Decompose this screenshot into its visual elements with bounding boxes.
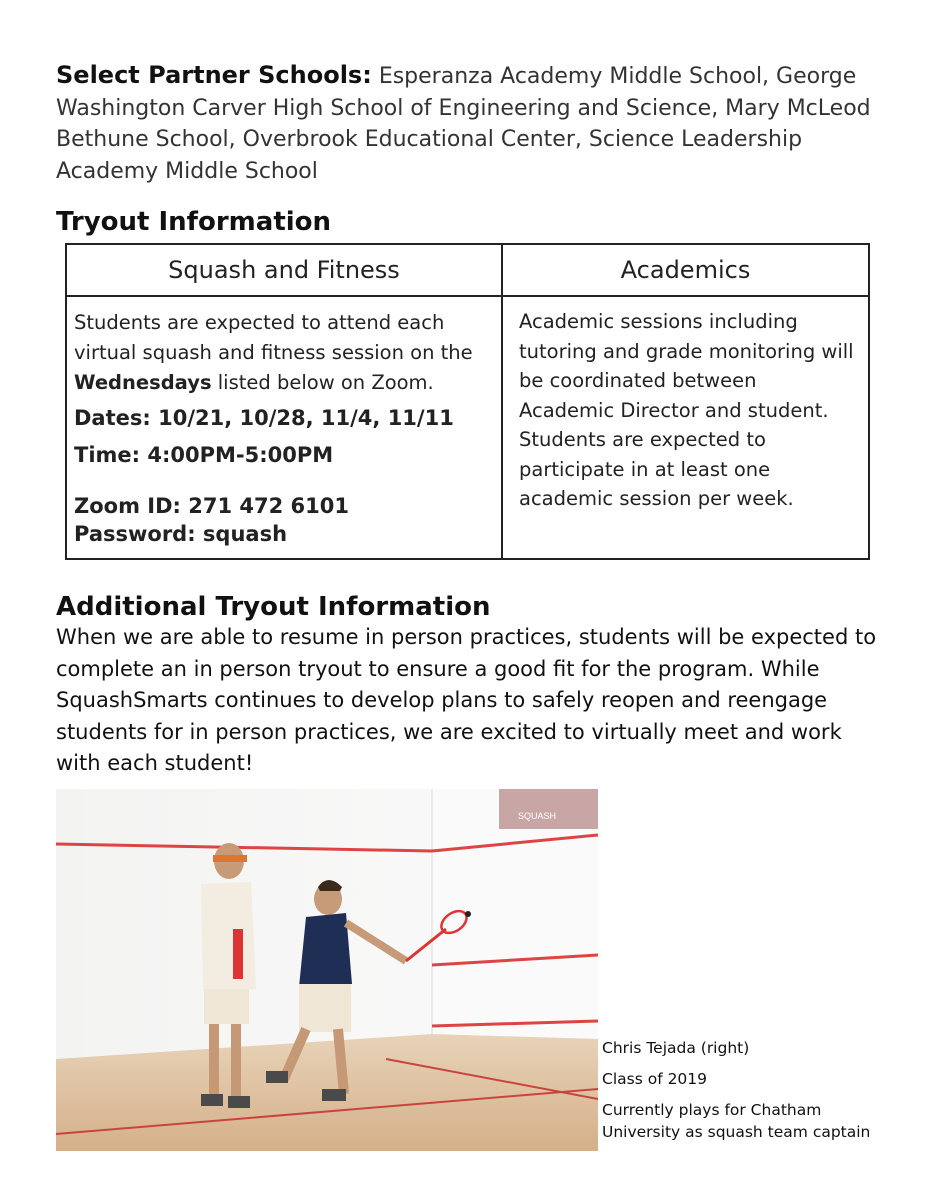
academics-header: Academics (502, 244, 869, 296)
squash-fitness-cell (66, 296, 502, 559)
session-time: Time: 4:00PM-5:00PM (74, 443, 334, 467)
partner-schools-label: Select Partner Schools: (56, 61, 372, 89)
tryout-heading: Tryout Information (56, 207, 332, 237)
zoom-id: Zoom ID: 271 472 6101 (74, 494, 349, 518)
photo-caption (602, 1037, 902, 1143)
tryout-table (65, 243, 870, 560)
additional-heading: Additional Tryout Information (56, 592, 491, 622)
academics-text: Academic sessions including tutoring and grade monitoring will be coordinated between Academic Director and student. Students are expected to participate in at least one academic session per week. (519, 310, 854, 510)
intro-text-end: listed below on Zoom. (217, 371, 434, 394)
caption-name: Chris Tejada (right) (602, 1039, 750, 1057)
zoom-password: Password: squash (74, 522, 288, 546)
intro-text: Students are expected to attend each virtual squash and fitness session on the (74, 311, 473, 364)
caption-role: Currently plays for Chatham University as squash team captain (602, 1101, 871, 1141)
squash-fitness-header: Squash and Fitness (66, 244, 502, 296)
session-intro (74, 308, 495, 398)
squash-court-photo (56, 789, 598, 1151)
intro-day: Wednesdays (74, 371, 212, 394)
academics-cell (502, 296, 869, 559)
caption-class: Class of 2019 (602, 1070, 708, 1088)
wall-sign-text: SQUASH (518, 811, 557, 821)
additional-text: When we are able to resume in person practices, students will be expected to complete an in person tryout to ensure a good fit for the program. While SquashSmarts continues to develop plans to safely reopen and reengage students for in person practices, we are excited to virtually meet and work with each student! (56, 625, 877, 775)
partner-schools (56, 60, 876, 187)
session-dates: Dates: 10/21, 10/28, 11/4, 11/11 (74, 406, 454, 430)
partner-schools-list: Esperanza Academy Middle School, George Washington Carver High School of Engineering and Science, Mary McLeod Bethune School, Overbrook Educational Center, Science Leadership Academy Middle School (56, 64, 871, 184)
